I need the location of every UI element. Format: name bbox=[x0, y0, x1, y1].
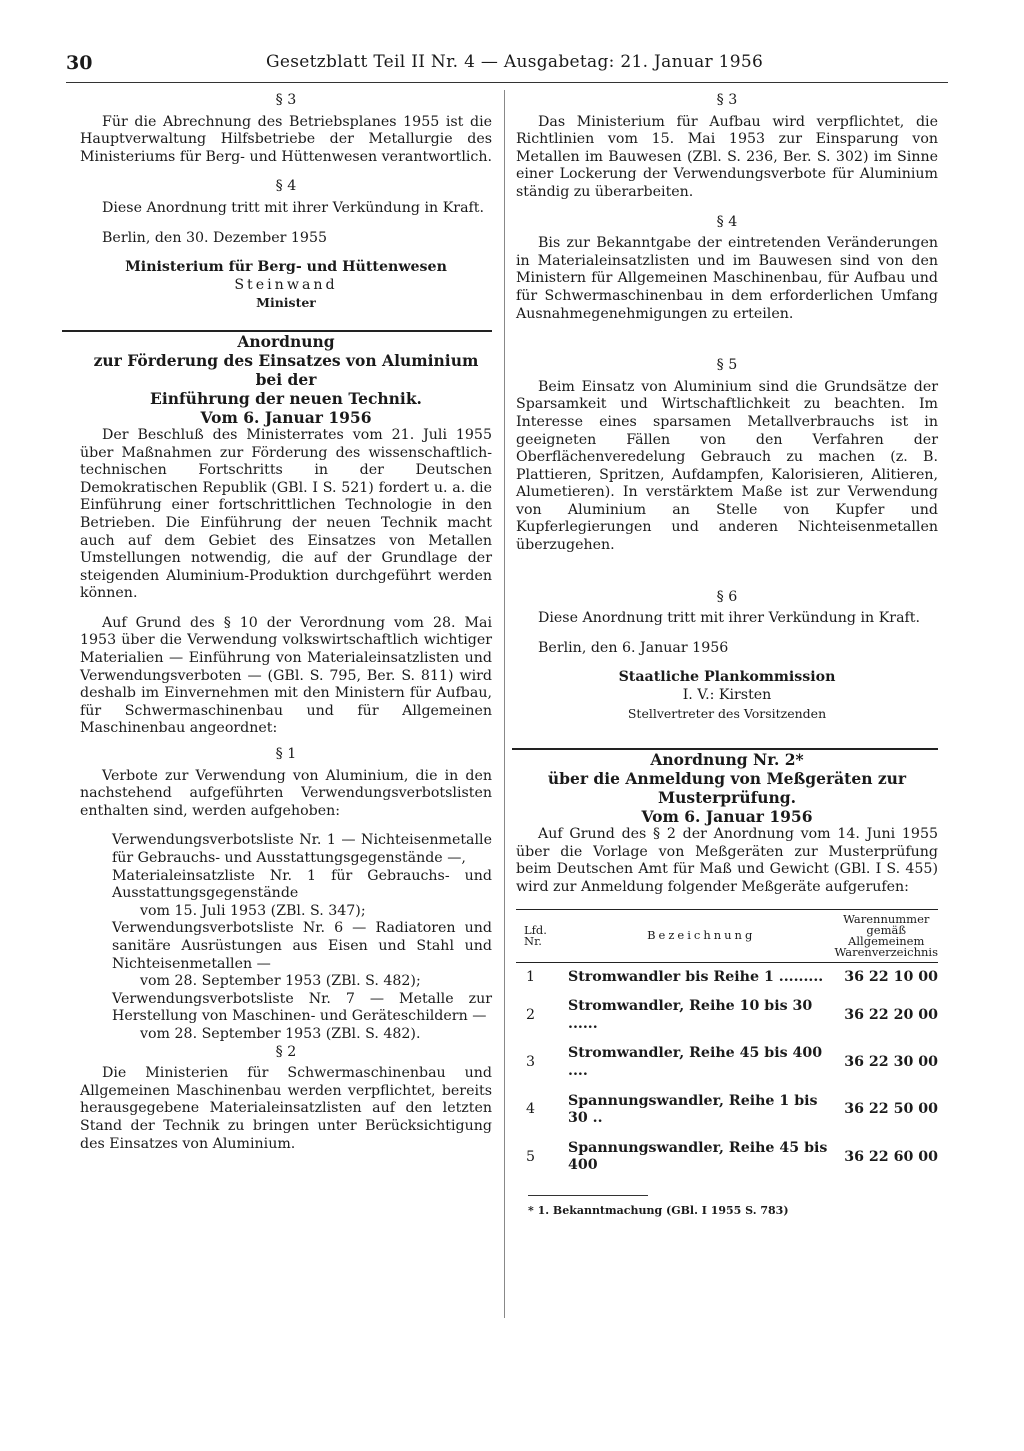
row-number: 2 bbox=[526, 1006, 536, 1023]
table-row bbox=[516, 1134, 938, 1181]
section-heading: § 6 bbox=[716, 588, 738, 605]
section-text: Verbote zur Verwendung von Aluminium, die in den nachstehend aufgeführten Verwendungsverbotslisten enthalten sind, werden aufgehoben: bbox=[80, 767, 492, 819]
list-item-date: vom 15. Juli 1953 (ZBl. S. 347); bbox=[140, 902, 366, 919]
row-number: 1 bbox=[526, 968, 536, 985]
section-heading: § 2 bbox=[275, 1043, 297, 1060]
decree-title: zur Förderung des Einsatzes von Aluminium bei der bbox=[93, 350, 479, 389]
signer-title: Minister bbox=[256, 295, 316, 311]
decree-title: Musterprüfung. bbox=[657, 788, 797, 808]
table-row bbox=[516, 1039, 938, 1086]
signer-name: Steinwand bbox=[234, 276, 338, 293]
list-item: Materialeinsatzliste Nr. 1 für Gebrauchs- und Ausstattungsgegenstände bbox=[112, 867, 492, 902]
place-date: Berlin, den 6. Januar 1956 bbox=[538, 639, 729, 656]
row-number: 5 bbox=[526, 1148, 536, 1165]
row-description: Stromwandler, Reihe 10 bis 30 ...... bbox=[568, 998, 813, 1032]
row-code: 36 22 10 00 bbox=[844, 968, 938, 985]
preamble-paragraph: Der Beschluß des Ministerrates vom 21. Juli 1955 über Maßnahmen zur Förderung des wissenschaftlich-technischen Fortschritts in der Deutschen Demokratischen Republik (GBl. I S. 521) fordert u. a. die Einführung einer fortschrittlichen Technologie in den Betrieben. Die Einführung der neuen Technik macht auch auf dem Gebiet des Einsatzes von Metallen Umstellungen notwendig, die auf der Grundlage der steigenden Aluminium-Produktion durchgeführt werden können. bbox=[80, 426, 492, 602]
section-heading: § 3 bbox=[716, 92, 738, 108]
row-number: 3 bbox=[526, 1054, 536, 1071]
section-text: Das Ministerium für Aufbau wird verpflichtet, die Richtlinien vom 15. Mai 1953 zur Einsparung von Metallen im Bauwesen (ZBl. S. 236, Ber. S. 302) im Sinne einer Lockerung der Verwendungsverbote für Aluminium ständig zu überarbeiten. bbox=[516, 113, 938, 200]
decree-title: über die Anmeldung von Meßgeräten zur bbox=[547, 769, 907, 789]
decree-title: Anordnung bbox=[237, 331, 335, 351]
left-column bbox=[80, 92, 492, 1153]
table-row bbox=[516, 962, 938, 992]
section-text: Die Ministerien für Schwermaschinenbau und Allgemeinen Maschinenbau werden verpflichtet, bereits herausgegebene Materialeinsatzlisten auf den letzten Stand der Technik zu bringen unter Berücksichtigung des Einsatzes von Aluminium. bbox=[80, 1065, 492, 1152]
place-date: Berlin, den 30. Dezember 1955 bbox=[102, 229, 328, 246]
table-header-row bbox=[516, 909, 938, 962]
section-text: Beim Einsatz von Aluminium sind die Grundsätze der Sparsamkeit und Wirtschaftlichkeit zu beachten. Im Interesse eines sparsamen Metallverbrauchs ist in geeigneten Fällen von den Verfahren der Oberflächenveredelung Gebrauch zu machen (z. B. Plattieren, Spritzen, Aufdampfen, Kalorisieren, Alitieren, Alumetieren). In verstärktem Maße ist zur Verwendung von Aluminium an Stelle von Kupfer und Kupferlegierungen und anderen Nichteisenmetallen überzugehen. bbox=[516, 378, 938, 554]
list-item: Verwendungsverbotsliste Nr. 1 — Nichteisenmetalle für Gebrauchs- und Ausstattungsgegenstände —, bbox=[112, 832, 492, 866]
right-column bbox=[516, 92, 938, 1220]
section-text: Diese Anordnung tritt mit ihrer Verkündung in Kraft. bbox=[102, 199, 484, 216]
footnote-rule bbox=[528, 1195, 648, 1196]
issuing-authority: Staatliche Plankommission bbox=[618, 669, 836, 686]
preamble-paragraph: Auf Grund des § 2 der Anordnung vom 14. Juni 1955 über die Vorlage von Meßgeräten zur Musterprüfung beim Deutschen Amt für Maß und Gewicht (GBl. I S. 455) wird zur Anmeldung folgender Meßgeräte aufgerufen: bbox=[516, 826, 938, 895]
row-code: 36 22 60 00 bbox=[844, 1148, 938, 1165]
section-heading: § 4 bbox=[716, 213, 738, 230]
section-heading: § 1 bbox=[275, 746, 297, 763]
section-heading: § 4 bbox=[275, 178, 297, 195]
signer-name: I. V.: Kirsten bbox=[682, 687, 772, 704]
decree-date: Vom 6. Januar 1956 bbox=[641, 807, 813, 827]
list-item-date: vom 28. September 1953 (ZBl. S. 482). bbox=[140, 1025, 421, 1042]
row-description: Spannungswandler, Reihe 1 bis 30 .. bbox=[568, 1092, 818, 1127]
decree-title: Einführung der neuen Technik. bbox=[150, 388, 422, 408]
section-text: Für die Abrechnung des Betriebsplanes 1955 ist die Hauptverwaltung Hilfsbetriebe der Metallurgie des Ministeriums für Berg- und Hüttenwesen verantwortlich. bbox=[80, 113, 492, 165]
measuring-devices-table bbox=[516, 909, 938, 1181]
row-code: 36 22 30 00 bbox=[844, 1054, 938, 1071]
running-header bbox=[66, 52, 946, 82]
row-code: 36 22 50 00 bbox=[844, 1101, 938, 1118]
row-description: Stromwandler, Reihe 45 bis 400 .... bbox=[568, 1045, 823, 1079]
column-header-code: Warennummer gemäß Allgemeinem Warenverzeichnis bbox=[834, 911, 938, 959]
column-header-description: Bezeichnung bbox=[647, 928, 756, 943]
column-divider bbox=[504, 90, 505, 1318]
decree-date: Vom 6. Januar 1956 bbox=[200, 407, 372, 427]
row-description: Spannungswandler, Reihe 45 bis 400 bbox=[568, 1139, 828, 1174]
page-number: 30 bbox=[66, 52, 93, 74]
table-row bbox=[516, 1087, 938, 1134]
row-code: 36 22 20 00 bbox=[844, 1006, 938, 1023]
section-text: Diese Anordnung tritt mit ihrer Verkündung in Kraft. bbox=[538, 610, 920, 627]
table-row bbox=[516, 992, 938, 1039]
section-heading: § 3 bbox=[275, 92, 297, 108]
preamble-paragraph: Auf Grund des § 10 der Verordnung vom 28. Mai 1953 über die Verwendung volkswirtschaftlich wichtiger Materialien — Einführung von Materialeinsatzlisten und Verwendungsverboten — (GBl. S. 795, Ber. S. 811) wird deshalb im Einvernehmen mit den Ministern für Aufbau, für Schwermaschinenbau und für Allgemeinen Maschinenbau angeordnet: bbox=[80, 614, 492, 737]
running-head-text: Gesetzblatt Teil II Nr. 4 — Ausgabetag: 21. Januar 1956 bbox=[266, 52, 764, 72]
footnote: * 1. Bekanntmachung (GBl. I 1955 S. 783) bbox=[528, 1203, 789, 1217]
issuing-authority: Ministerium für Berg- und Hüttenwesen bbox=[125, 259, 447, 276]
section-heading: § 5 bbox=[716, 357, 738, 374]
row-description: Stromwandler bis Reihe 1 ......... bbox=[568, 968, 824, 985]
column-header-number: Lfd. Nr. bbox=[524, 922, 547, 948]
list-item: Verwendungsverbotsliste Nr. 6 — Radiatoren und sanitäre Ausrüstungen aus Eisen und Stahl und Nichteisenmetallen — bbox=[112, 920, 492, 972]
list-item-date: vom 28. September 1953 (ZBl. S. 482); bbox=[140, 973, 421, 990]
decree-title: Anordnung Nr. 2* bbox=[650, 750, 804, 770]
section-text: Bis zur Bekanntgabe der eintretenden Veränderungen in Materialeinsatzlisten und im Bauwesen sind von den Ministern für Allgemeinen Maschinenbau, für Aufbau und für Schwermaschinenbau in dem erforderlichen Umfang Ausnahmegenehmigungen zu erteilen. bbox=[516, 235, 938, 322]
row-number: 4 bbox=[526, 1101, 536, 1118]
header-rule bbox=[66, 82, 948, 83]
list-item: Verwendungsverbotsliste Nr. 7 — Metalle zur Herstellung von Maschinen- und Geräteschildern — bbox=[112, 990, 492, 1025]
signer-title: Stellvertreter des Vorsitzenden bbox=[627, 705, 827, 721]
